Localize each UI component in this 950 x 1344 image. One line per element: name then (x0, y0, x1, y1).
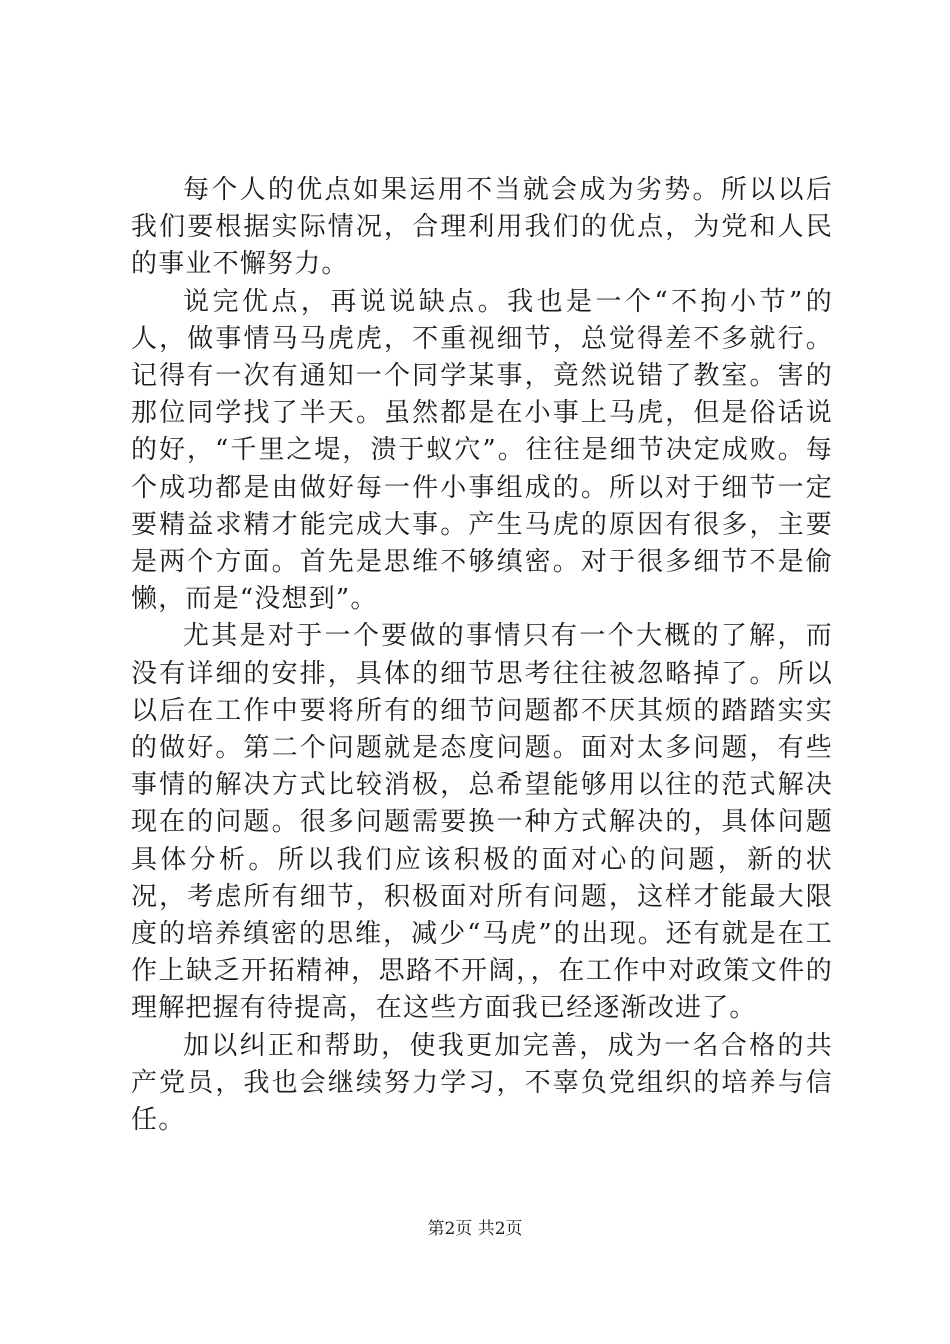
paragraph: 说完优点，再说说缺点。我也是一个“不拘小节”的人，做事情马马虎虎，不重视细节，总觉得差不多就行。记得有一次有通知一个同学某事，竟然说错了教室。害的那位同学找了半天。虽然都是在小事上马虎，但是俗话说的好，“千里之堤，溃于蚁穴”。往往是细节决定成败。每个成功都是由做好每一件小事组成的。所以对于细节一定要精益求精才能完成大事。产生马虎的原因有很多，主要是两个方面。首先是思维不够缜密。对于很多细节不是偷懒，而是“没想到”。 (131, 286, 833, 615)
paragraph: 加以纠正和帮助，使我更加完善，成为一名合格的共产党员，我也会继续努力学习，不辜负党组织的培养与信任。 (131, 1030, 833, 1136)
document-body (131, 172, 833, 1139)
paragraph: 每个人的优点如果运用不当就会成为劣势。所以以后我们要根据实际情况，合理利用我们的优点，为党和人民的事业不懈努力。 (131, 175, 833, 280)
paragraph: 尤其是对于一个要做的事情只有一个大概的了解，而没有详细的安排，具体的细节思考往往被忽略掉了。所以以后在工作中要将所有的细节问题都不厌其烦的踏踏实实的做好。第二个问题就是态度问题。面对太多问题，有些事情的解决方式比较消极，总希望能够用以往的范式解决现在的问题。很多问题需要换一种方式解决的，具体问题具体分析。所以我们应该积极的面对心的问题，新的状况，考虑所有细节，积极面对所有问题，这样才能最大限度的培养缜密的思维，减少“马虎”的出现。还有就是在工作上缺乏开拓精神，思路不开阔，，在工作中对政策文件的理解把握有待提高，在这些方面我已经逐渐改进了。 (131, 621, 833, 1024)
page-number-footer: 第2页 共2页 (427, 1219, 523, 1239)
